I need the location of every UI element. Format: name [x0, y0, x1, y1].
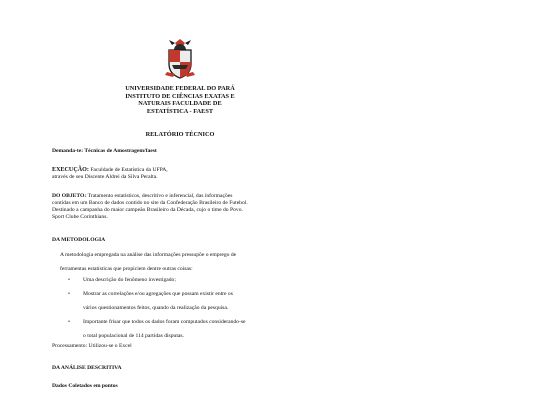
bullet-icon: • — [68, 290, 70, 297]
objeto-label: DO OBJETO: — [52, 193, 87, 199]
bullet-line-1: Uma descrição do fenômeno investigado; — [83, 277, 176, 283]
bullet-line-2: o total populacional de 114 partidas disputas. — [83, 332, 184, 339]
bullet-item — [64, 277, 246, 284]
objeto-line-2: contidas em um Banco de dados contido no site da Confederação Brasileiro de Futebol. — [52, 199, 248, 206]
demanda-label: Demanda-te: — [52, 148, 84, 154]
header-line-3: NATURAIS FACULDADE DE — [138, 100, 222, 108]
university-crest-icon — [163, 38, 197, 80]
header-line-1: UNIVERSIDADE FEDERAL DO PARÁ — [125, 85, 235, 92]
bullet-item — [64, 319, 246, 340]
bullet-item — [64, 291, 246, 312]
analise-heading: DA ANÁLISE DESCRITIVA — [52, 365, 122, 371]
bullet-line-1: Importante frisar que todos os dados foram computados considerando-se — [83, 318, 246, 325]
execucao-block — [52, 167, 168, 181]
execucao-line-1: Faculdade de Estatística da UFPA, — [90, 167, 168, 173]
bullet-icon: • — [68, 318, 70, 325]
metodologia-intro-1: A metodologia empregada na análise das informações pressupõe o emprego de — [60, 252, 237, 258]
bullet-line-1: Mostrar as correlações e/ou agregações que possam existir entre os — [83, 290, 233, 297]
execucao-label: EXECUÇÃO: — [52, 167, 89, 173]
header-line-2: INSTITUTO DE CIÊNCIAS EXATAS E — [125, 92, 235, 100]
institution-header — [90, 85, 270, 115]
report-title: RELATÓRIO TÉCNICO — [145, 131, 215, 138]
processamento-line: Processamento: Utilizou-se o Excel — [52, 343, 132, 349]
objeto-block — [52, 193, 248, 221]
bullet-icon: • — [68, 277, 70, 283]
metodologia-intro-2: ferramentas estatísticas que propiciem dentre outras coisas: — [60, 266, 193, 272]
bullet-line-2: vários questionamentos feitos, quando da realização da pesquisa. — [83, 304, 229, 311]
execucao-line-2: através de seu Discente Aldrei da Silva Peralta. — [52, 173, 158, 180]
metodologia-bullet-list — [64, 277, 246, 340]
objeto-line-4: Sport Clube Corinthians. — [52, 213, 108, 220]
analise-subheading: Dados Coletados em pontos — [52, 383, 118, 389]
header-line-4: ESTATÍSTICA - FAEST — [146, 107, 214, 115]
objeto-line-1: Tratamento estatísticos, descritivo e inferencial, das informações — [87, 193, 233, 199]
demanda-value: Técnicas de Amostragem/faest — [84, 148, 157, 154]
objeto-line-3: Destinado a campanha do maior campeão Brasileiro da Década, cujo o time do Povo. — [52, 206, 243, 213]
metodologia-heading: DA METODOLOGIA — [52, 237, 106, 243]
demanda-line — [52, 148, 157, 155]
